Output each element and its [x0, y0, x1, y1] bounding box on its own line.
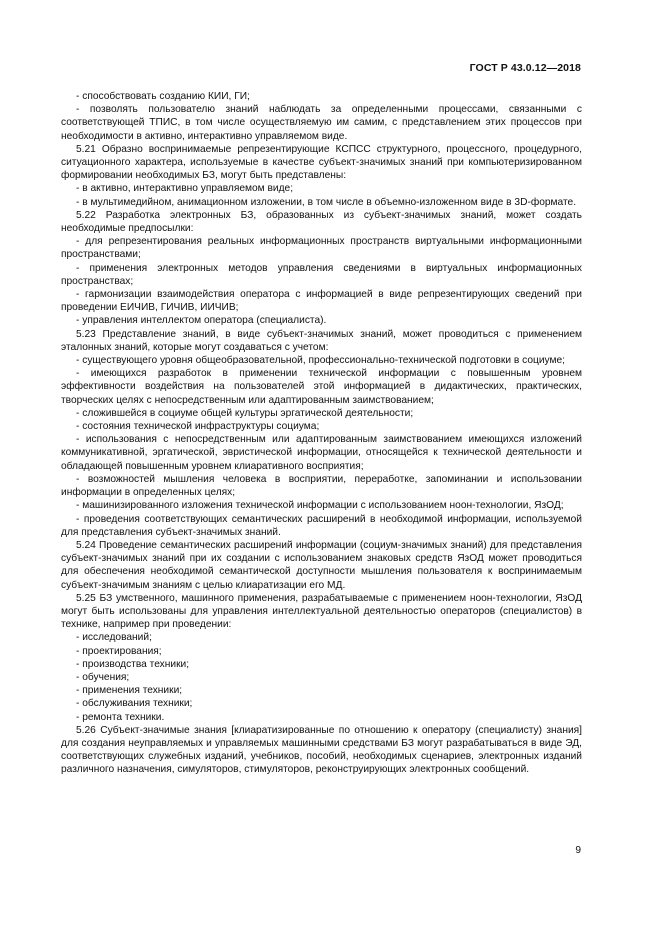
document-code-header: ГОСТ Р 43.0.12—2018 — [469, 62, 581, 74]
page-number: 9 — [575, 845, 581, 856]
paragraph: - обслуживания техники; — [76, 698, 193, 710]
paragraph: 5.25 БЗ умственного, машинного применения, разрабатываемые с применением ноон-технологии, ЯзОД могут быть использованы для управления интеллектуальной деятельностью операторов (специалистов) в технике, например при проведении: — [61, 592, 582, 631]
paragraph: - использования с непосредственным или адаптированным заимствованием имеющихся изложений коммуникативной, эргатической, эвристической информации, относящейся к технической деятельности и обладающей повышенным уровнем клиаративного восприятия; — [61, 434, 582, 472]
paragraph: 5.23 Представление знаний, в виде субъект-значимых знаний, может проводиться с применением эталонных знаний, которые могут создаваться с учетом: — [61, 328, 582, 353]
paragraph: - сложившейся в социуме общей культуры эргатической деятельности; — [76, 407, 414, 419]
paragraph: - проведения соответствующих семантических расширений в необходимой информации, используемой для представления субъект-значимых знаний. — [61, 513, 582, 538]
paragraph: - гармонизации взаимодействия оператора с информацией в виде репрезентирующих сведений при проведении ЕИЧИВ, ГИЧИВ, ИИЧИВ; — [61, 289, 582, 314]
paragraph: - исследований; — [76, 632, 152, 644]
paragraph: - позволять пользователю знаний наблюдать за определенными процессами, связанными с соответствующей ТПИС, в том числе осуществляемую им самим, с представлением этих процессов при необходимости в активно, интерактивно управляемом виде. — [61, 104, 582, 142]
paragraph: - управления интеллектом оператора (специалиста). — [76, 315, 327, 327]
paragraph: 5.24 Проведение семантических расширений информации (социум-значимых знаний) для представления субъект-значимых знаний при их создании с использованием знаковых средств ЯзОД может проводиться для обеспечения необходимой семантической доступности мышления пользователя к воспринимаемым субъект-значимым знаниям с целью клиаратизации его МД. — [61, 539, 582, 591]
document-body — [61, 90, 582, 777]
paragraph: - машинизированного изложения технической информации с использованием ноон-технологии, ЯзОД; — [76, 500, 564, 512]
paragraph: - проектирования; — [76, 645, 162, 657]
paragraph: - применения электронных методов управления сведениями в виртуальных информационных пространствах; — [61, 262, 582, 287]
paragraph: - способствовать созданию КИИ, ГИ; — [76, 91, 250, 102]
paragraph: - для репрезентирования реальных информационных пространств виртуальными информационными пространствами; — [61, 236, 582, 261]
paragraph: - в активно, интерактивно управляемом виде; — [76, 183, 294, 195]
paragraph: - имеющихся разработок в применении технической информации с повышенным уровнем эффективности воздействия на пользователей этой информацией в дидактических, практических, творческих целях с непосредственным или адаптированным заимствованием; — [61, 368, 582, 406]
paragraph: - ремонта техники. — [76, 711, 165, 723]
paragraph: - обучения; — [76, 671, 130, 683]
paragraph: - возможностей мышления человека в восприятии, переработке, запоминании и использовании информации в определенных целях; — [61, 473, 582, 499]
paragraph: 5.22 Разработка электронных БЗ, образованных из субъект-значимых знаний, может создать необходимые предпосылки: — [61, 209, 582, 235]
paragraph: - состояния технической инфраструктуры социума; — [76, 421, 320, 433]
paragraph: - производства техники; — [76, 658, 190, 670]
paragraph: - применения техники; — [76, 685, 183, 697]
paragraph: 5.21 Образно воспринимаемые репрезентирующие КСПСС структурного, процессного, процедурного, ситуационного характера, используемые в качестве субъект-значимых знаний при компьютеризированном формировании необходимых БЗ, могут быть представлены: — [61, 143, 582, 182]
paragraph: 5.26 Субъект-значимые знания [клиаратизированные по отношению к оператору (специалисту) знания] для создания неуправляемых и управляемых машинными средствами БЗ могут разрабатываться в виде ЭД, соответствующих служебных изданий, учебников, пособий, необходимых сценариев, электронных изданий различного назначения, симуляторов, стимуляторов, реконструирующих электронных сообщений. — [61, 724, 582, 776]
paragraph: - существующего уровня общеобразовательной, профессионально-технической подготовки в социуме; — [76, 355, 565, 367]
paragraph: - в мультимедийном, анимационном изложении, в том числе в объемно-изложенном виде в 3D-формате. — [76, 196, 577, 208]
